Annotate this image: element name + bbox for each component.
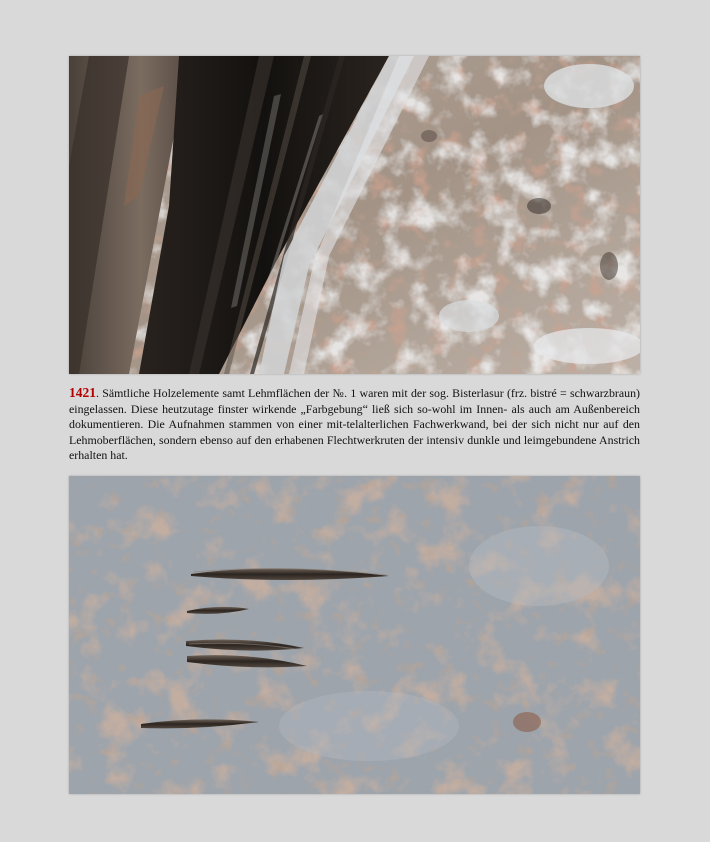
- top-photo-image: [69, 56, 640, 374]
- figure-number: 1421: [69, 385, 96, 400]
- figure-caption-text: . Sämtliche Holzelemente samt Lehmflächen der №. 1 waren mit der sog. Bisterlasur (frz. bistré = schwarzbraun) eingelassen. Diese heutzutage finster wirkende „Farbgebung“ ließ sich so-wohl im Innen- als auch am Außenbereich dokumentieren. Die Aufnahmen stammen von einer mit-telalterlichen Fachwerkwand, bei der sich nicht nur auf den Lehmoberflächen, sondern ebenso auf den erhabenen Flechtwerkruten der intensiv dunkle und leimgebundene Anstrich erhalten hat.: [69, 386, 640, 463]
- figure-caption: [69, 385, 640, 464]
- bottom-photo: [69, 476, 640, 794]
- bottom-photo-image: [69, 476, 640, 794]
- document-page: [69, 56, 640, 794]
- top-photo: [69, 56, 640, 374]
